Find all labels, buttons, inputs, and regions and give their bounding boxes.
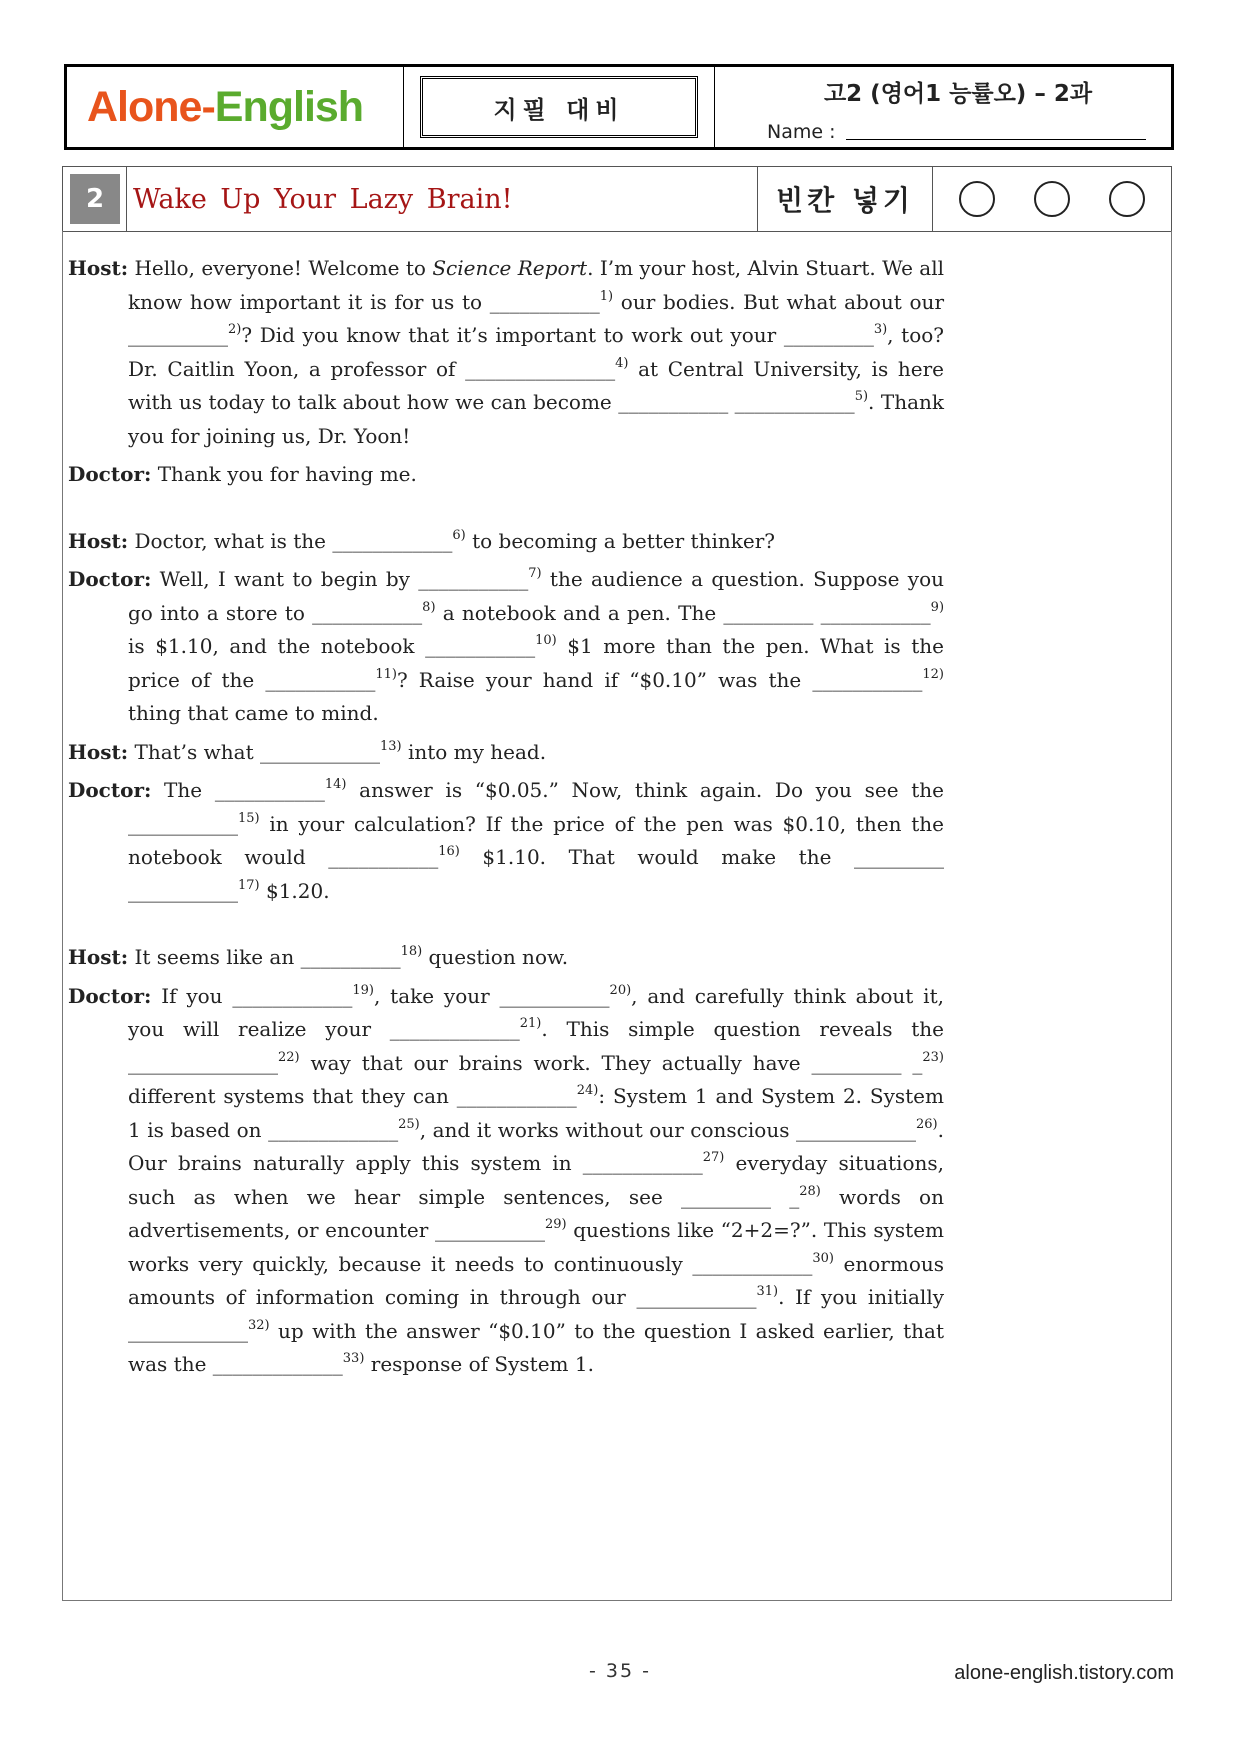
check-circle[interactable] xyxy=(1034,181,1070,217)
lesson-title: Wake Up Your Lazy Brain! xyxy=(126,167,757,231)
dialogue xyxy=(68,252,944,1382)
speaker-label: Doctor: xyxy=(68,778,152,802)
check-circles xyxy=(932,167,1171,231)
dialogue-turn xyxy=(68,736,944,770)
dialogue-turn xyxy=(68,525,944,559)
exam-label: 지필 대비 xyxy=(420,76,698,138)
logo-text-dash: - xyxy=(201,82,215,131)
course-info xyxy=(715,67,1171,147)
speaker-label: Host: xyxy=(68,739,129,764)
spacer xyxy=(68,908,944,941)
page-number: - 35 - xyxy=(589,1660,651,1682)
dialogue-text: Well, I want to begin by ___________$^{7)}$ the audience a question. Suppose you go into a store to ___________$^{8)}$ a notebook and a pen. The _________ ___________$^{9)}$ is $1.10, and the notebook ___________$^{10)}$ $1 more than the pen. What is the price of the ___________$^{11)}$? Raise your hand if “$0.10” was the ___________$^{12)}$ thing that came to mind. xyxy=(128,566,945,725)
dialogue-text: Thank you for having me. xyxy=(151,462,417,486)
speaker-label: Doctor: xyxy=(68,983,152,1008)
dialogue-turn xyxy=(68,458,944,492)
dialogue-turn xyxy=(68,980,944,1382)
exam-label-cell xyxy=(404,67,715,147)
check-circle[interactable] xyxy=(1109,181,1145,217)
speaker-label: Host: xyxy=(68,945,129,969)
logo-text-alone: Alone xyxy=(87,82,202,131)
dialogue-text: If you ____________$^{19)}$, take your ___________$^{20)}$, and carefully think about it, you will realize your _____________$^{21)}$. This simple question reveals the _______________$^{22)}$ way that our brains work. They actually have _________ _$^{23)}$ different systems that they can ____________$^{24)}$: System 1 and System 2. System 1 is based on _____________$^{25)}$, and it works without our conscious ____________$^{26)}$. Our brains naturally apply this system in ____________$^{27)}$ everyday situations, such as when we hear simple sentences, see _________ _$^{28)}$ words on advertisements, or encounter ___________$^{29)}$ questions like “2+2=?”. This system works very quickly, because it needs to continuously ____________$^{30)}$ enormous amounts of information coming in through our ____________$^{31)}$. If you initially ____________$^{32)}$ up with the answer “$0.10” to the question I asked earlier, that was the _____________$^{33)}$ response of System 1. xyxy=(128,982,945,1376)
brand-logo xyxy=(67,67,404,147)
name-label: Name : xyxy=(767,121,836,143)
dialogue-turn xyxy=(68,252,944,453)
name-field[interactable] xyxy=(846,125,1146,140)
dialogue-turn xyxy=(68,563,944,731)
speaker-label: Doctor: xyxy=(68,462,152,486)
dialogue-text: The ___________$^{14)}$ answer is “$0.05.” Now, think again. Do you see the ___________$^{15)}$ in your calculation? If the price of the pen was $0.10, then the notebook would ___________$^{16)}$ $1.10. That would make the _________ ___________$^{17)}$ $1.20. xyxy=(128,777,944,903)
dialogue-text: It seems like an __________$^{18)}$ question now. xyxy=(128,944,569,969)
dialogue-turn xyxy=(68,941,944,975)
spacer xyxy=(68,492,944,525)
check-circle[interactable] xyxy=(959,181,995,217)
dialogue-text: That’s what ____________$^{13)}$ into my head. xyxy=(128,738,547,764)
worksheet-header xyxy=(64,64,1174,150)
speaker-label: Host: xyxy=(68,256,129,280)
site-url: alone-english.tistory.com xyxy=(954,1662,1174,1684)
task-label: 빈칸 넣기 xyxy=(757,167,932,231)
lesson-title-bar xyxy=(62,166,1172,232)
speaker-label: Host: xyxy=(68,528,129,553)
lesson-number: 2 xyxy=(70,174,120,224)
dialogue-turn xyxy=(68,774,944,908)
dialogue-text: Hello, everyone! Welcome to Science Report. I’m your host, Alvin Stuart. We all know how important it is for us to ___________$^{1)}$ our bodies. But what about our __________$^{2)}$? Did you know that it’s important to work out your _________$^{3)}$, too? Dr. Caitlin Yoon, a professor of _______________$^{4)}$ at Central University, is here with us today to talk about how we can become ___________ ____________$^{5)}$. Thank you for joining us, Dr. Yoon! xyxy=(128,256,945,448)
dialogue-text: Doctor, what is the ____________$^{6)}$ to becoming a better thinker? xyxy=(128,527,775,553)
name-row xyxy=(767,121,1146,143)
logo-text-english: English xyxy=(214,82,364,131)
course-title: 고2 (영어1 능률오) – 2과 xyxy=(823,81,1093,107)
speaker-label: Doctor: xyxy=(68,567,152,591)
